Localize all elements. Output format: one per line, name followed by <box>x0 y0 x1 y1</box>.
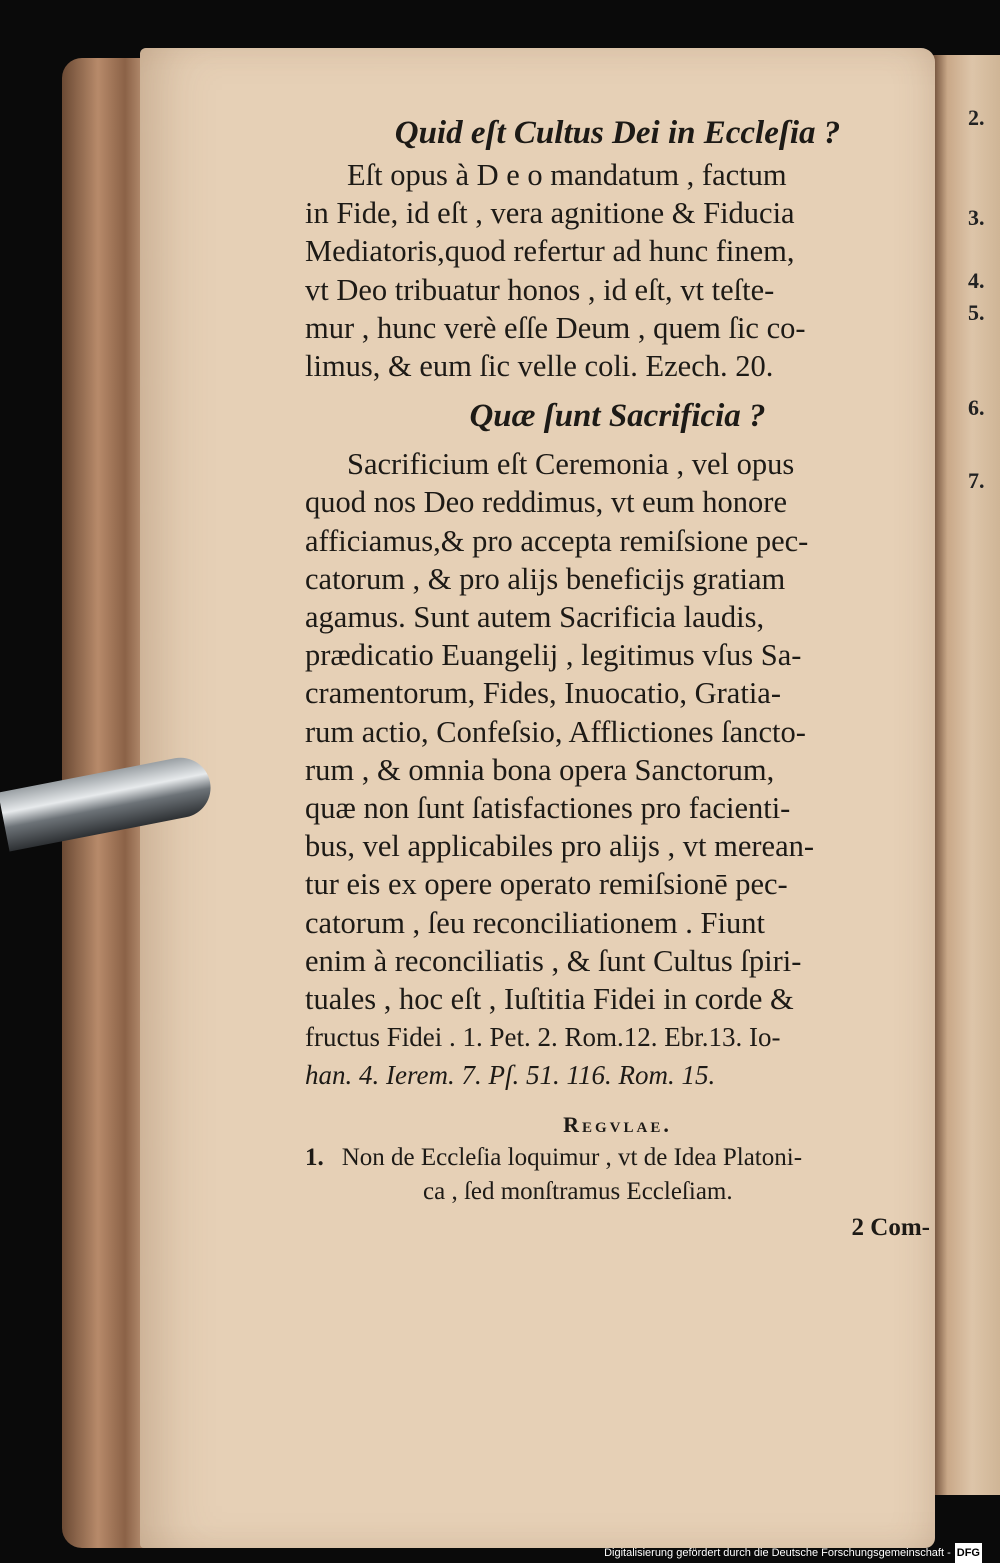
text-line: vt Deo tribuatur honos , id eſt, vt teſte- <box>305 272 775 307</box>
text-line: bus, vel applicabiles pro alijs , vt merean- <box>305 829 815 864</box>
text-line: catorum , & pro alijs beneficijs gratiam <box>305 561 786 596</box>
facing-page-strip <box>930 55 1000 1495</box>
section-heading: Quæ ſunt Sacrificia ? <box>469 398 766 435</box>
text-line: quod nos Deo reddimus, vt eum honore <box>305 485 787 520</box>
text-line: prædicatio Euangelij , legitimus vſus Sa- <box>305 638 802 673</box>
paragraph-sacrificia <box>305 445 930 1094</box>
digitization-credit <box>604 1543 982 1563</box>
rules-heading: Regvlae. <box>563 1111 672 1137</box>
text-line: Eſt opus à D e o mandatum , factum <box>347 158 787 192</box>
facing-page-number: 5. <box>968 300 985 325</box>
text-line: enim à reconciliatis , & ſunt Cultus ſpiri- <box>305 943 802 978</box>
text-line: tuales , hoc eſt , Iuſtitia Fidei in corde & <box>305 982 794 1017</box>
paragraph-cultus <box>305 156 930 385</box>
dfg-logo: DFG <box>955 1543 982 1563</box>
page-text <box>305 110 930 1245</box>
text-line: tur eis ex opere operato remiſsionē pec- <box>305 867 788 902</box>
text-line: quæ non ſunt ſatisfactiones pro facienti- <box>305 791 791 826</box>
rule-text: ca , ſed monſtramus Eccleſiam. <box>423 1177 733 1205</box>
facing-page-number: 2. <box>968 105 985 130</box>
credit-text: Digitalisierung gefördert durch die Deutsche Forschungsgemeinschaft - <box>604 1547 951 1559</box>
facing-page-number: 7. <box>968 468 985 493</box>
facing-page-number: 6. <box>968 395 985 420</box>
facing-page-number: 3. <box>968 205 985 230</box>
facing-page-number: 4. <box>968 268 985 293</box>
text-line: limus, & eum ſic velle coli. Ezech. 20. <box>305 349 774 384</box>
text-line: in Fide, id eſt , vera agnitione & Fiducia <box>305 196 795 231</box>
text-line: rum , & omnia bona opera Sanctorum, <box>305 752 775 787</box>
rule-text: Non de Eccleſia loquimur , vt de Idea Platoni- <box>341 1143 803 1171</box>
catchword: 2 Com- <box>851 1213 930 1241</box>
text-line: mur , hunc verè eſſe Deum , quem ſic co- <box>305 310 806 345</box>
text-line: afficiamus,& pro accepta remiſsione pec- <box>305 523 809 558</box>
text-line: han. 4. Ierem. 7. Pſ. 51. 116. Rom. 15. <box>305 1060 716 1091</box>
text-line: catorum , ſeu reconciliationem . Fiunt <box>305 905 765 940</box>
text-line: Mediatoris,quod refertur ad hunc finem, <box>305 234 795 269</box>
rule-item <box>305 1141 930 1209</box>
text-line: Sacrificium eſt Ceremonia , vel opus <box>347 447 795 482</box>
text-line: agamus. Sunt autem Sacrificia laudis, <box>305 600 765 635</box>
section-heading: Quid eſt Cultus Dei in Eccleſia ? <box>394 115 841 151</box>
text-line: rum actio, Confeſsio, Afflictiones ſancto- <box>305 714 806 749</box>
text-line: fructus Fidei . 1. Pet. 2. Rom.12. Ebr.13. Io- <box>305 1022 781 1053</box>
text-line: cramentorum, Fides, Inuocatio, Gratia- <box>305 676 781 711</box>
rule-number: 1. <box>305 1143 324 1171</box>
